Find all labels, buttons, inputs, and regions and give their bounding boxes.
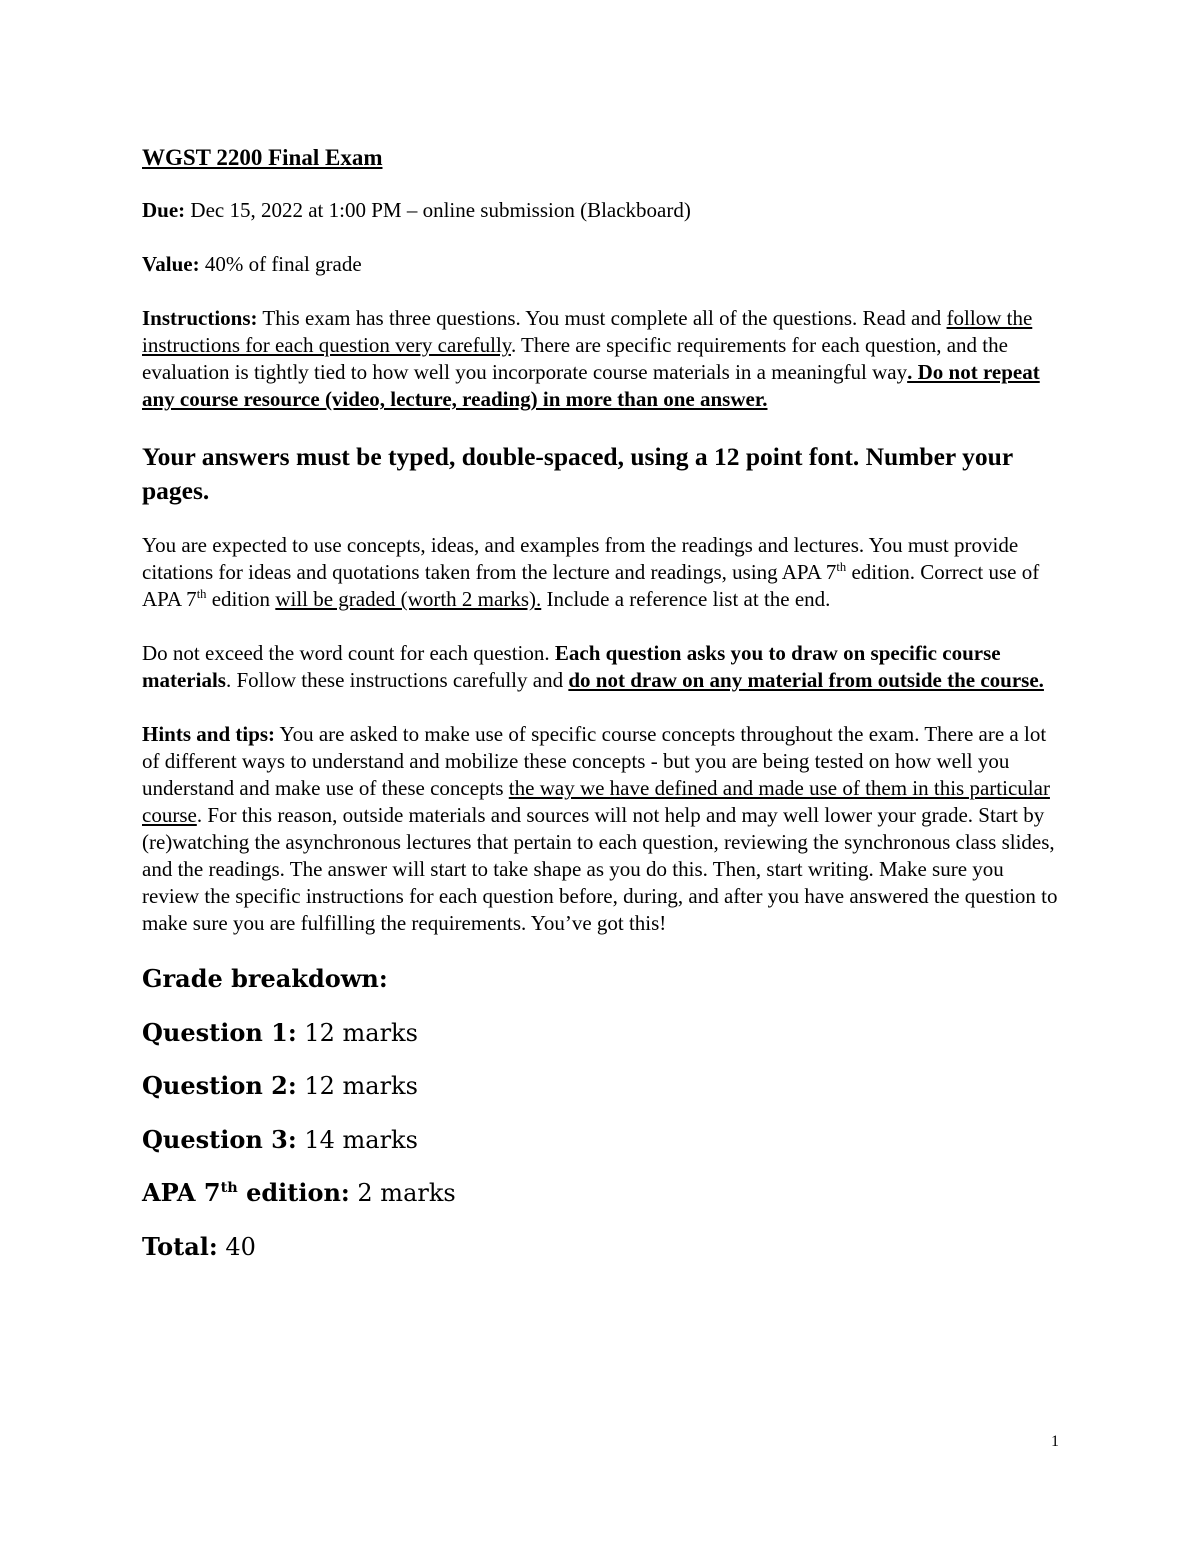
grade-question-2: [142, 1071, 1062, 1101]
instructions-label: Instructions:: [142, 306, 258, 330]
hints-label: Hints and tips:: [142, 722, 276, 746]
citations-superscript-2: th: [196, 587, 207, 601]
value-text: 40% of final grade: [199, 252, 362, 276]
due-text: Dec 15, 2022 at 1:00 PM – online submission (Blackboard): [185, 198, 691, 222]
instructions-warning: . Do not repeat any course resource (video, lecture, reading) in more than one answer.: [142, 360, 1040, 411]
grade-question-1: [142, 1018, 1062, 1048]
word-count-paragraph: [142, 640, 1062, 694]
grade-q3-label: Question 3:: [142, 1124, 297, 1154]
citations-text-3: edition: [206, 587, 276, 611]
grade-breakdown-heading: [142, 964, 1062, 994]
grade-q2-label: Question 2:: [142, 1071, 297, 1100]
citations-text-4: Include a reference list at the end.: [541, 587, 831, 611]
grade-breakdown: [142, 964, 1062, 1262]
grade-total-label: Total:: [142, 1231, 218, 1261]
citations-text-2: edition. Correct use of APA 7: [142, 560, 1040, 611]
value-label: Value:: [142, 252, 200, 276]
grade-question-3: [142, 1125, 1062, 1155]
grade-q2-value: 12 marks: [296, 1072, 418, 1100]
instructions-text-1: This exam has three questions. You must complete all of the questions. Read and: [257, 306, 947, 330]
hints-text-1: You are asked to make use of specific course concepts throughout the exam. There are a lot of different ways to understand and mobilize these concepts - but you are being tested on how well you understand and make use of these concepts: [142, 722, 1047, 800]
page-number: 1: [1051, 1433, 1059, 1450]
word-count-bold: Each question asks you to draw on specific course materials: [142, 641, 1001, 692]
citations-paragraph: [142, 532, 1062, 613]
instructions-text-2: . There are specific requirements for each question, and the evaluation is tightly tied to how well you incorporate course materials in a meaningful way: [142, 333, 1008, 384]
grade-apa-label-post: edition:: [237, 1178, 350, 1207]
document-title: WGST 2200 Final Exam: [142, 145, 383, 170]
grade-q1-value: 12 marks: [296, 1018, 418, 1047]
instructions-paragraph: [142, 305, 1062, 413]
grade-total: [142, 1232, 1062, 1262]
grade-q1-label: Question 1:: [142, 1017, 297, 1047]
hints-text-2: . For this reason, outside materials and sources will not help and may well lower your grade. Start by (re)watching the asynchronous lectures that pertain to each question, reviewing the synchronous class slides, and the readings. The answer will start to take shape as you do this. Then, start writing. Make sure you review the specific instructions for each question before, during, and after you have answered the question to make sure you are fulfilling the requirements. You’ve got this!: [142, 803, 1058, 935]
value-line: [142, 251, 1062, 278]
grade-q3-value: 14 marks: [296, 1125, 418, 1154]
citations-superscript-1: th: [836, 560, 847, 574]
grade-apa: [142, 1178, 1062, 1208]
word-count-warning: do not draw on any material from outside the course.: [568, 668, 1044, 692]
citations-text-1: You are expected to use concepts, ideas, and examples from the readings and lectures. You must provide citations for ideas and quotations taken from the lecture and readings, using APA 7: [142, 533, 1019, 584]
grade-total-value: 40: [217, 1232, 256, 1261]
document-body: [142, 143, 1062, 1285]
citations-graded-note: will be graded (worth 2 marks).: [275, 587, 542, 611]
due-line: [142, 197, 1062, 224]
hints-paragraph: [142, 721, 1062, 937]
grade-heading-text: Grade breakdown:: [142, 964, 388, 993]
grade-apa-label-sup: th: [220, 1179, 238, 1196]
grade-apa-label-pre: APA 7: [142, 1178, 221, 1207]
instructions-underlined-text: follow the instructions for each question very carefully: [142, 306, 1033, 357]
grade-apa-label: [142, 1178, 350, 1207]
word-count-text-2: . Follow these instructions carefully and: [225, 668, 569, 692]
hints-underlined-text: the way we have defined and made use of them in this particular course: [142, 776, 1050, 827]
grade-apa-value: 2 marks: [349, 1179, 456, 1207]
word-count-text-1: Do not exceed the word count for each question.: [142, 641, 555, 665]
due-label: Due:: [142, 198, 186, 222]
format-notice: Your answers must be typed, double-spaced, using a 12 point font. Number your pages.: [142, 442, 1013, 505]
